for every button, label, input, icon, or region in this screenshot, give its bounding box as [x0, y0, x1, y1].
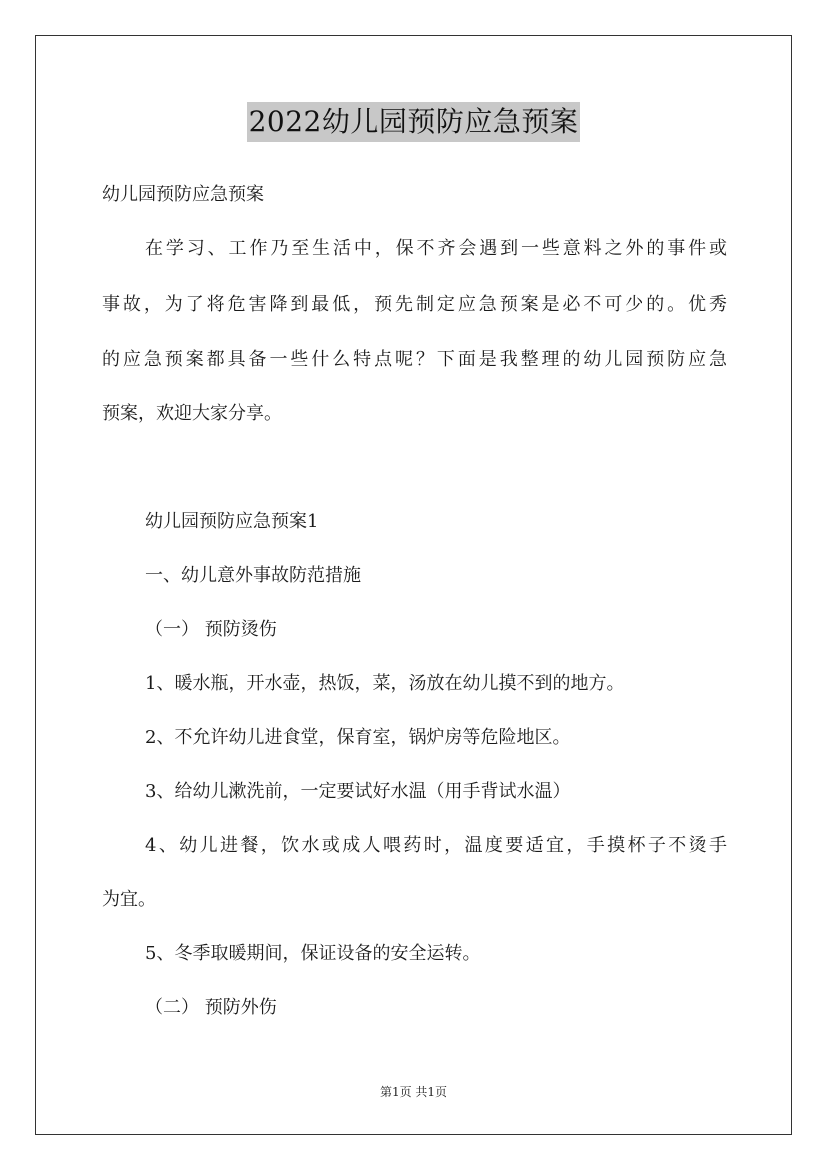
page-footer — [0, 1084, 827, 1100]
list-item-3: 3、给幼儿漱洗前，一定要试好水温（用手背试水温） — [145, 781, 571, 802]
section-title: 幼儿园预防应急预案1 — [145, 511, 319, 532]
document-subtitle: 幼儿园预防应急预案 — [102, 184, 264, 205]
list-item-4: 4、幼儿进餐，饮水或成人喂药时，温度要适宜，手摸杯子不烫手 — [145, 835, 727, 856]
intro-line-4: 预案，欢迎大家分享。 — [102, 403, 282, 424]
subheading-prevent-burns: （一） 预防烫伤 — [145, 619, 277, 640]
list-item-4-continued: 为宜。 — [102, 889, 156, 910]
list-item-5: 5、冬季取暖期间，保证设备的安全运转。 — [145, 943, 481, 964]
intro-line-2: 事故，为了将危害降到最低，预先制定应急预案是必不可少的。优秀 — [102, 294, 727, 315]
list-item-1: 1、暖水瓶，开水壶，热饭，菜，汤放在幼儿摸不到的地方。 — [145, 673, 625, 694]
page-number-label: 第1页 共1页 — [379, 1085, 448, 1099]
title-container — [0, 102, 827, 142]
document-title: 2022幼儿园预防应急预案 — [247, 102, 581, 142]
subheading-prevent-injuries: （二） 预防外伤 — [145, 997, 277, 1018]
intro-line-3: 的应急预案都具备一些什么特点呢？下面是我整理的幼儿园预防应急 — [102, 349, 727, 370]
list-item-2: 2、不允许幼儿进食堂，保育室，锅炉房等危险地区。 — [145, 727, 571, 748]
intro-line-1: 在学习、工作乃至生活中，保不齐会遇到一些意料之外的事件或 — [145, 238, 727, 259]
heading-accident-prevention: 一、幼儿意外事故防范措施 — [145, 565, 361, 586]
